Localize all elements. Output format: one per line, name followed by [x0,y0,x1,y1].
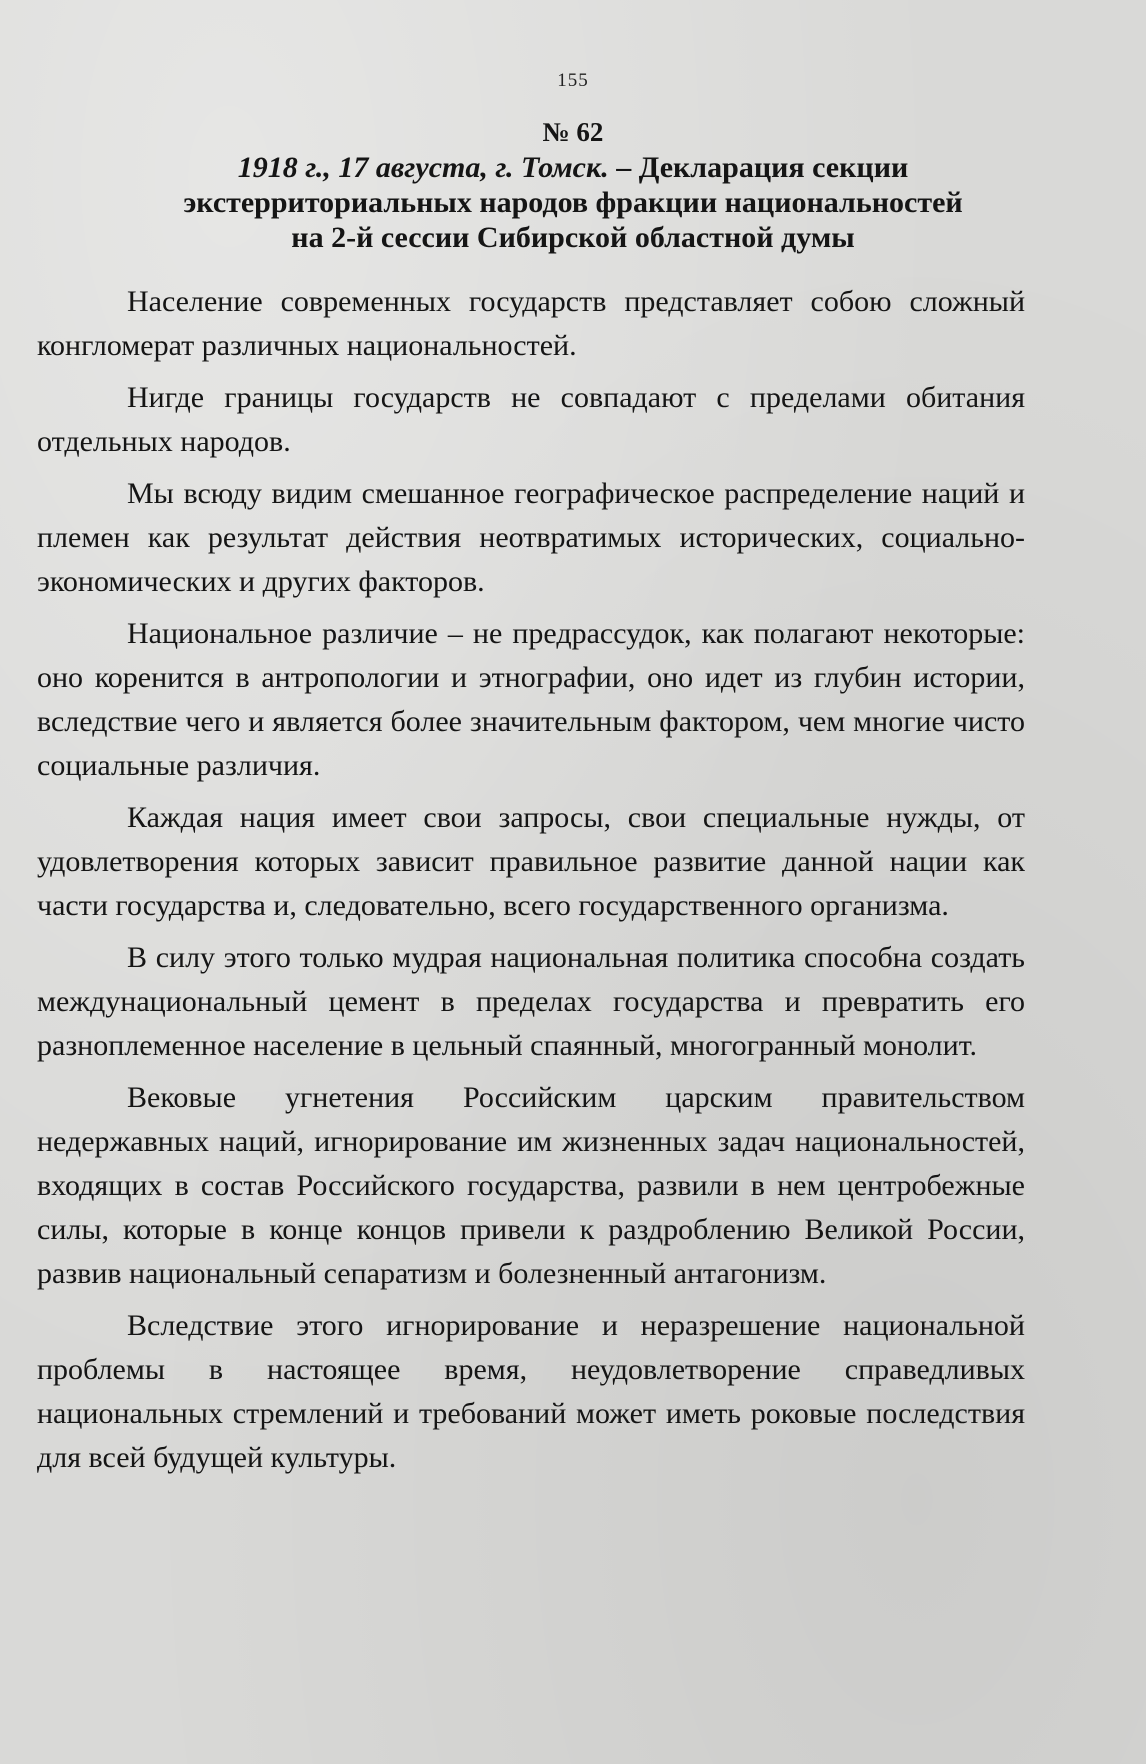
paragraph: Население современных государств представляет собою сложный конгломерат различных национальностей. [37,285,1025,362]
document-title-line-1 [40,150,1106,185]
document-header [40,115,1106,255]
paragraph: В силу этого только мудрая национальная политика способна создать междунациональный цемент в пределах государства и превратить его разноплеменное население в цельный спаянный, многогранный монолит. [37,941,1025,1062]
document-date-place: 1918 г., 17 августа, г. Томск. [237,151,609,184]
paragraph: Мы всюду видим смешанное географическое распределение наций и племен как результат действия неотвратимых исторических, социально-экономических и других факторов. [37,477,1025,598]
paragraph: Вековые угнетения Российским царским правительством недержавных наций, игнорирование им жизненных задач национальностей, входящих в состав Российского государства, развили в нем центробежные силы, которые в конце концов привели к раздроблению Великой России, развив национальный сепаратизм и болезненный антагонизм. [37,1081,1025,1290]
document-number: № 62 [542,117,604,147]
document-title-start: – Декларация секции [608,151,909,184]
page-number: 155 [557,70,589,91]
paragraph: Вследствие этого игнорирование и неразрешение национальной проблемы в настоящее время, неудовлетворение справедливых национальных стремлений и требований может иметь роковые последствия для всей будущей культуры. [37,1309,1025,1474]
paragraph: Национальное различие – не предрассудок, как полагают некоторые: оно коренится в антропологии и этнографии, оно идет из глубин истории, вследствие чего и является более значительным фактором, чем многие чисто социальные различия. [37,617,1025,782]
document-body [37,280,1025,1488]
paragraph: Нигде границы государств не совпадают с пределами обитания отдельных народов. [37,381,1025,458]
document-title-line-3: на 2-й сессии Сибирской областной думы [291,221,855,254]
paragraph: Каждая нация имеет свои запросы, свои специальные нужды, от удовлетворения которых зависит правильное развитие данной нации как части государства и, следовательно, всего государственного организма. [37,801,1025,922]
document-title-line-2: экстерриториальных народов фракции национальностей [183,186,963,219]
